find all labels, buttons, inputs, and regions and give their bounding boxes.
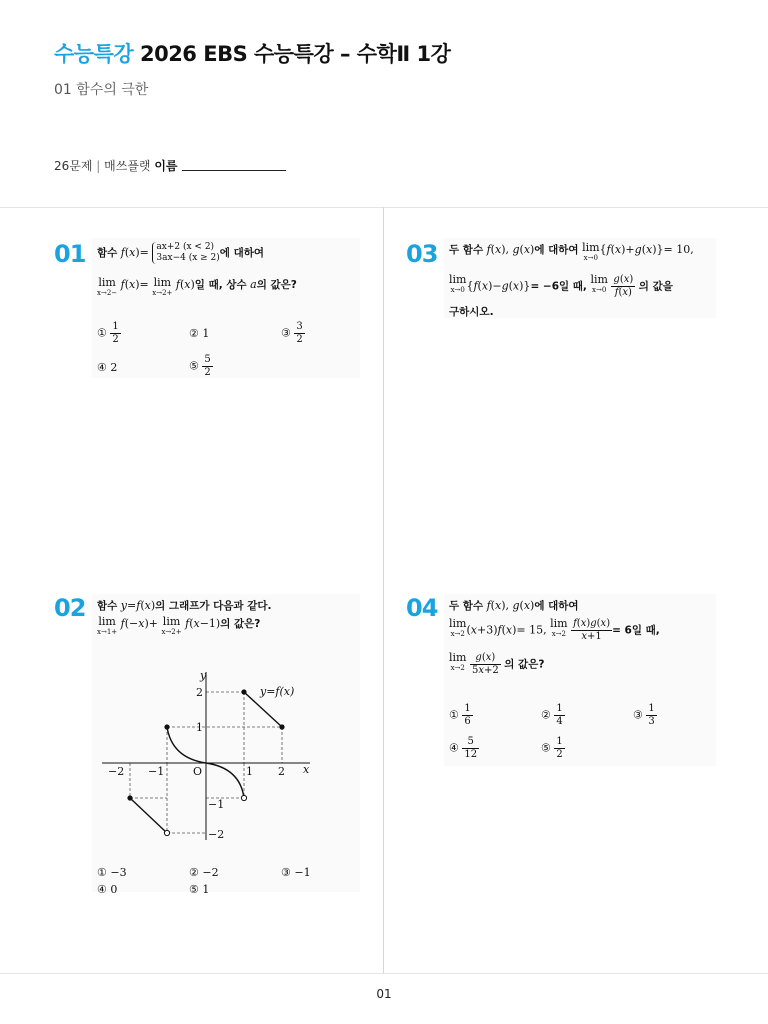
closed-point <box>241 689 246 694</box>
option-3[interactable]: ③ $\frac{3}{2}$ <box>281 321 303 345</box>
page-number: 01 <box>376 987 392 1001</box>
question-04-line2: lim x→2 (x+3)f(x)= 15, lim x→2 $\frac{f(x)g(x)}{x+1}$ = 6일 때, <box>449 617 660 642</box>
question-01-stem: 함수 f(x)= ax+2 (x < 2) 3ax−4 (x ≥ 2) 에 대하여 <box>97 242 265 263</box>
problem-count: 26문제 <box>54 159 93 173</box>
svg-text:2: 2 <box>196 686 203 699</box>
meta-separator: | <box>92 159 105 173</box>
option-4[interactable]: ④ $\frac{5}{12}$ <box>449 736 478 760</box>
chapter-subtitle: 01 함수의 극한 <box>54 82 149 98</box>
question-03-line3: 구하시오. <box>449 306 494 318</box>
column-divider <box>383 207 384 973</box>
header-divider <box>0 207 768 208</box>
svg-text:−1: −1 <box>148 765 165 778</box>
option-1[interactable]: ① $\frac{1}{6}$ <box>449 703 471 727</box>
question-number: 04 <box>406 594 438 622</box>
publisher: 매쓰플랫 <box>104 159 151 173</box>
question-02-line2: lim x→1+ f(−x)+ lim x→2+ f(x−1)의 값은? <box>97 615 261 636</box>
svg-text:1: 1 <box>246 765 253 778</box>
option-3[interactable]: ③ $\frac{1}{3}$ <box>633 703 655 727</box>
name-label: 이름 <box>154 159 178 173</box>
footer-divider <box>0 973 768 974</box>
svg-text:y: y <box>200 669 207 682</box>
title-accent: 수능특강 <box>54 42 134 66</box>
option-4[interactable]: ④ 0 <box>97 883 118 896</box>
question-01-condition: lim x→2− f(x)= lim x→2+ f(x)일 때, 상수 a의 값은? <box>97 276 297 297</box>
question-number: 03 <box>406 240 438 268</box>
svg-text:2: 2 <box>278 765 285 778</box>
graph-label: y=f(x) <box>260 685 295 698</box>
svg-text:x: x <box>303 763 310 776</box>
option-5[interactable]: ⑤ $\frac{5}{2}$ <box>189 354 211 378</box>
open-point <box>164 830 169 835</box>
title-rest: 2026 EBS 수능특강 – 수학Ⅱ 1강 <box>133 42 451 66</box>
option-3[interactable]: ③ −1 <box>281 866 311 879</box>
svg-text:−2: −2 <box>208 828 225 841</box>
option-5[interactable]: ⑤ $\frac{1}{2}$ <box>541 736 563 760</box>
closed-point <box>164 724 169 729</box>
svg-text:O: O <box>193 765 203 778</box>
open-point <box>241 795 246 800</box>
question-04-line3: lim x→2 $\frac{g(x)}{5x+2}$ 의 값은? <box>449 651 545 676</box>
page-title <box>54 38 450 68</box>
svg-text:1: 1 <box>196 721 203 734</box>
question-02-line1: 함수 y=f(x)의 그래프가 다음과 같다. <box>97 599 272 612</box>
svg-text:−1: −1 <box>208 798 225 811</box>
closed-point <box>127 795 132 800</box>
question-number: 02 <box>54 594 86 622</box>
question-03-line2: lim x→0 {f(x)−g(x)}= −6일 때, lim x→0 $\frac{g(x)}{f(x)}$ 의 값을 <box>449 273 673 298</box>
name-blank[interactable] <box>182 170 286 171</box>
question-04-line1: 두 함수 f(x), g(x)에 대하여 <box>449 599 579 612</box>
svg-text:−2: −2 <box>108 765 125 778</box>
option-2[interactable]: ② −2 <box>189 866 219 879</box>
option-1[interactable]: ① −3 <box>97 866 127 879</box>
function-graph <box>92 660 360 850</box>
worksheet-meta <box>54 157 286 174</box>
option-4[interactable]: ④ 2 <box>97 361 118 374</box>
question-number: 01 <box>54 240 86 268</box>
option-1[interactable]: ① $\frac{1}{2}$ <box>97 321 119 345</box>
graph-segment-left <box>130 798 167 833</box>
option-2[interactable]: ② $\frac{1}{4}$ <box>541 703 563 727</box>
closed-point <box>279 724 284 729</box>
option-2[interactable]: ② 1 <box>189 327 210 340</box>
option-5[interactable]: ⑤ 1 <box>189 883 210 896</box>
question-03-line1: 두 함수 f(x), g(x)에 대하여 lim x→0 {f(x)+g(x)}= 10, <box>449 241 694 262</box>
